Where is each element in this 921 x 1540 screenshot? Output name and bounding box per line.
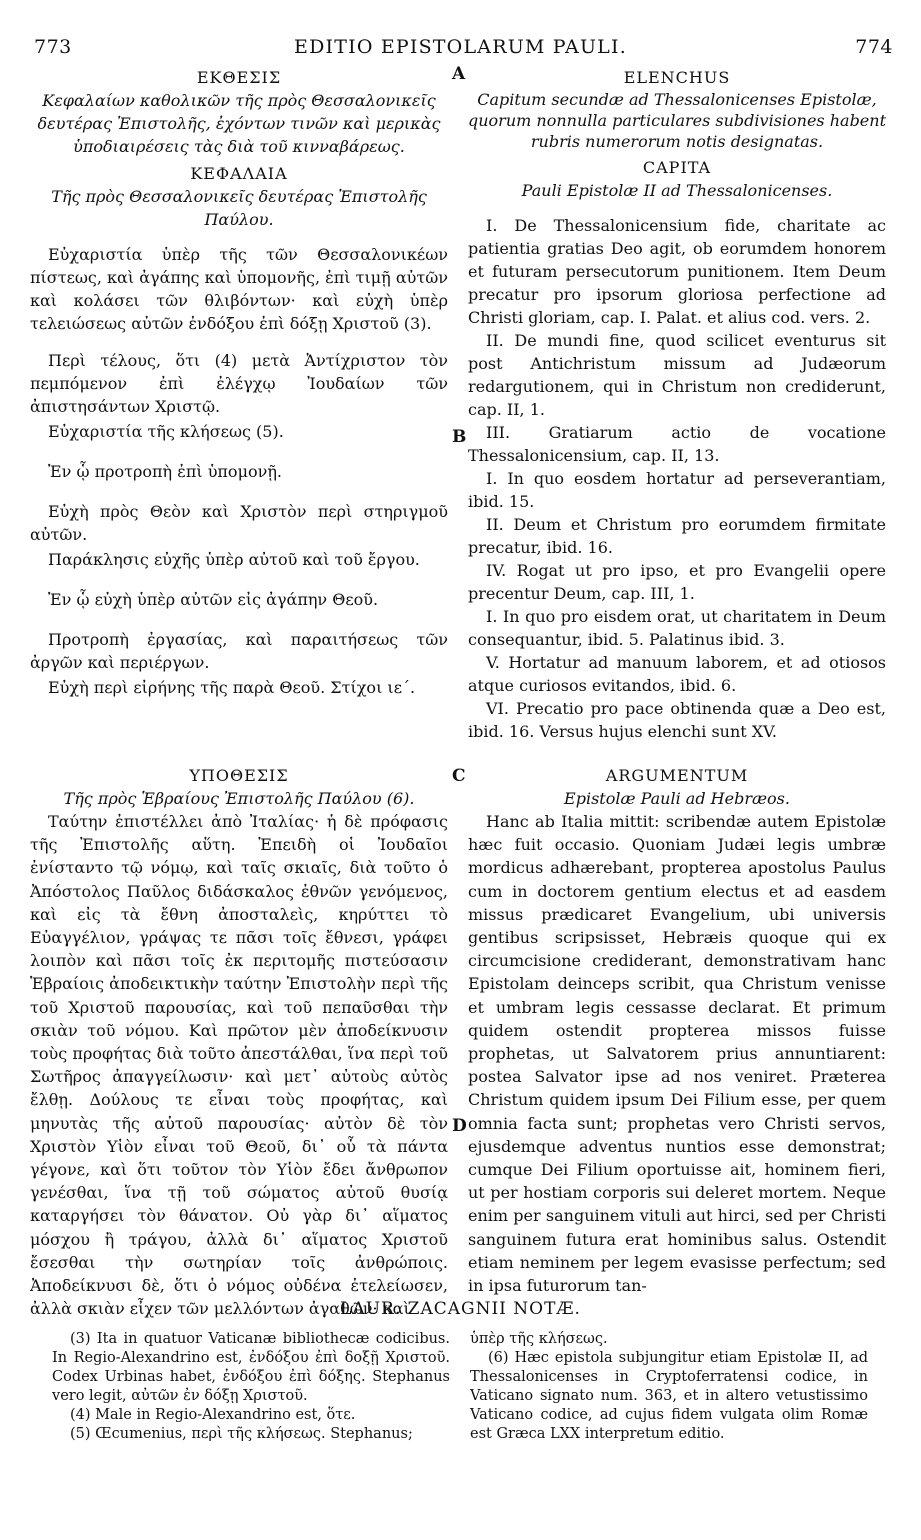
kephalaia-subtitle: Τῆς πρὸς Θεσσαλονικεῖς δευτέρας Ἐπιστολῆς Παύλου. [51, 187, 427, 229]
notes-title: LAUR. ZACAGNII NOTÆ. [340, 1299, 581, 1319]
note-3: (3) Ita in quatuor Vaticanæ bibliothecæ codicibus. In Regio-Alexandrino est, ἐνδόξου ἐπὶ δοξῇ Χριστοῦ. Codex Urbinas habet, ἐνδόξου ἐπὶ δόξης. Stephanus vero legit, αὐτῶν ἐν δόξῃ Χριστοῦ. [52, 1331, 450, 1404]
greek-item-9: Εὐχὴ περὶ εἰρήνης τῆς παρὰ Θεοῦ. Στίχοι ιε΄. [48, 678, 416, 697]
latin-item-1: I. De Thessalonicensium fide, charitate ac patientia gratias Deo agit, ob eorumdem honorem et futuram persecutorum punitionem. Item Deum precatur pro ipsorum gloriosa perfectione ad Christi gloriam, cap. I. Palat. et alius cod. vers. 2. [468, 216, 886, 327]
elenchus-intro: Capitum secundæ ad Thessalonicenses Epistolæ, quorum nonnulla particulares subdivisiones habent rubris numerorum notis designatas. [468, 90, 887, 151]
hypothesis-title: ΥΠΟΘΕΣΙΣ [189, 766, 289, 785]
argumentum-subtitle: Epistolæ Pauli ad Hebræos. [564, 789, 790, 808]
margin-letter-d: D [452, 1116, 467, 1136]
capita-subtitle: Pauli Epistolæ II ad Thessalonicenses. [521, 181, 833, 200]
latin-column [468, 66, 886, 743]
greek-item-2: Περὶ τέλους, ὅτι (4) μετὰ Ἀντίχριστον τὸν πεμπόμενον ἐπὶ ἐλέγχῳ Ἰουδαίων τῶν ἀπιστησάντων Χριστῷ. [30, 351, 448, 416]
hypothesis-subtitle: Τῆς πρὸς Ἑβραίους Ἐπιστολῆς Παύλου (6). [63, 789, 415, 808]
latin-argumentum [468, 764, 886, 1297]
page-number-left: 773 [34, 36, 72, 58]
greek-item-7: Ἐν ᾧ εὐχὴ ὑπὲρ αὐτῶν εἰς ἀγάπην Θεοῦ. [48, 590, 379, 609]
greek-column [30, 66, 448, 699]
latin-item-3-1: I. In quo eosdem hortatur ad perseverantiam, ibid. 15. [468, 469, 886, 511]
hypothesis-text: Ταύτην ἐπιστέλλει ἀπὸ Ἰταλίας· ἡ δὲ πρόφασις τῆς Ἐπιστολῆς αὕτη. Ἐπειδὴ οἱ Ἰουδαῖοι ἐνίσταντο τῷ νόμῳ, καὶ ταῖς σκιαῖς, διὰ τοῦτο ὁ Ἀπόστολος Παῦλος διδάσκαλος ἐθνῶν γενόμενος, καὶ εἰς τὰ ἔθνη ἀποσταλεὶς, κηρύττει τὸ Εὐαγγέλιον, γράψας τε πᾶσι τοῖς ἔθνεσι, γράφει λοιπὸν καὶ πᾶσι τοῖς ἐκ περιτομῆς πιστεύσασιν Ἑβραίοις ἀποδεικτικὴν ταύτην Ἐπιστολὴν περὶ τῆς τοῦ Χριστοῦ παρουσίας, καὶ τοῦ πεπαῦσθαι τὴν σκιὰν τοῦ νόμου. Καὶ πρῶτον μὲν ἀποδείκνυσιν τοὺς προφήτας διὰ τοῦτο ἀπεστάλθαι, ἵνα περὶ τοῦ Σωτῆρος ἀπαγγείλωσιν· καὶ μετ᾽ αὐτοὺς αὐτὸς ἔλθῃ. Δούλους τε εἶναι τοὺς προφήτας, καὶ μηνυτὰς τῆς αὐτοῦ παρουσίας· αὐτὸν δὲ τὸν Χριστὸν Υἱὸν εἶναι τοῦ Θεοῦ, δι᾽ οὗ τὰ πάντα γέγονε, καὶ ὅτι τοῦτον τὸν Υἱὸν ἔδει ἄνθρωπον γενέσθαι, ἵνα τῇ τοῦ σώματος αὐτοῦ θυσίᾳ καταργήσει τὸν θάνατον. Οὐ γὰρ δι᾽ αἵματος μόσχου ἢ τράγου, ἀλλὰ δι᾽ αἵματος Χριστοῦ ἔσεσθαι τὴν σωτηρίαν τοῖς ἀνθρώποις. Ἀποδείκνυσι δὲ, ὅτι ὁ νόμος οὐδένα ἐτελείωσεν, ἀλλὰ σκιὰν εἶχεν τῶν μελλόντων ἀγαθῶν· καὶ [30, 812, 448, 1319]
capita-title: CAPITA [642, 158, 712, 177]
kephalaia-title: ΚΕΦΑΛΑΙΑ [190, 164, 288, 183]
page-number-right: 774 [855, 36, 893, 58]
elenchus-title: ELENCHUS [623, 68, 731, 87]
greek-item-8: Προτροπὴ ἐργασίας, καὶ παραιτήσεως τῶν ἀργῶν καὶ περιέργων. [30, 630, 448, 672]
greek-item-1: Εὐχαριστία ὑπὲρ τῆς τῶν Θεσσαλονικέων πίστεως, καὶ ἀγάπης καὶ ὑπομονῆς, ἐπὶ τιμῇ αὐτῶν καὶ κολάσει τῶν θλιβόντων· καὶ εὐχὴ ὑπὲρ τελειώσεως αὐτῶν ἐνδόξου ἐπὶ δόξῃ Χριστοῦ (3). [30, 245, 448, 333]
greek-item-4: Ἐν ᾧ προτροπὴ ἐπὶ ὑπομονῇ. [48, 462, 282, 481]
note-6: (6) Hæc epistola subjungitur etiam Epistolæ II, ad Thessalonicenses in Cryptoferratensi codice, in Vaticano signato num. 363, et in altero vetustissimo Vaticano codice, ad cujus fidem vulgata olim Romæ est Græca LXX interpretum editio. [470, 1350, 868, 1442]
greek-item-3: Εὐχαριστία τῆς κλήσεως (5). [48, 422, 284, 441]
margin-letter-a: A [452, 64, 466, 84]
notes-left [52, 1330, 450, 1444]
note-5: (5) Œcumenius, περὶ τῆς κλήσεως. Stephanus; [70, 1426, 413, 1442]
latin-item-5: V. Hortatur ad manuum laborem, et ad otiosos atque curiosos evitandos, ibid. 6. [468, 653, 886, 695]
greek-hypothesis [30, 764, 448, 1320]
note-4: (4) Male in Regio-Alexandrino est, ὅτε. [70, 1407, 356, 1423]
latin-item-4: IV. Rogat ut pro ipso, et pro Evangelii opere precentur Deum, cap. III, 1. [468, 561, 886, 603]
argumentum-title: ARGUMENTUM [605, 766, 749, 785]
notes-right [470, 1330, 868, 1444]
margin-letter-c: C [452, 766, 466, 786]
latin-item-3-2: II. Deum et Christum pro eorumdem firmitate precatur, ibid. 16. [468, 515, 886, 557]
ekthesis-title: ΕΚΘΕΣΙΣ [196, 68, 282, 87]
running-title: EDITIO EPISTOLARUM PAULI. [294, 36, 627, 58]
ekthesis-intro: Κεφαλαίων καθολικῶν τῆς πρὸς Θεσσαλονικεῖς δευτέρας Ἐπιστολῆς, ἐχόντων τινῶν καὶ μερικὰς ὑποδιαιρέσεις τὰς διὰ τοῦ κινναβάρεως. [37, 91, 441, 156]
latin-item-4-1: I. In quo pro eisdem orat, ut charitatem in Deum consequantur, ibid. 5. Palatinus ibid. 3. [468, 607, 886, 649]
greek-item-5: Εὐχὴ πρὸς Θεὸν καὶ Χριστὸν περὶ στηριγμοῦ αὐτῶν. [30, 502, 448, 544]
latin-item-2: II. De mundi fine, quod scilicet eventurus sit post Antichristum missum ad Judæorum redargutionem, qui in Christum non crediderunt, cap. II, 1. [468, 331, 886, 419]
latin-item-3: III. Gratiarum actio de vocatione Thessalonicensium, cap. II, 13. [468, 423, 886, 465]
latin-item-6: VI. Precatio pro pace obtinenda quæ a Deo est, ibid. 16. Versus hujus elenchi sunt XV. [468, 699, 886, 741]
note-5-continued: ὑπὲρ τῆς κλήσεως. [470, 1331, 608, 1347]
argumentum-text: Hanc ab Italia mittit: scribendæ autem Epistolæ hæc fuit occasio. Quoniam Judæi legis umbræ mordicus adhærebant, propterea apostolus Paulus cum in doctorem gentium electus et ad easdem missus prædicaret Evangelium, ubi universis gentibus scripsisset, Hebræis quoque qui ex circumcisione crediderant, demonstrativam hanc Epistolam deinceps scribit, qua Christum venisse et umbram legis cessasse declarat. Et primum quidem ostendit propterea missos fuisse prophetas, ut Salvatorem prius annuntiarent: postea Salvator ipse ad nos veniret. Præterea Christum quidem ipsum Dei Filium esse, per quem omnia facta sunt; prophetas vero Christi servos, ejusdemque adventus nuntios esse demonstrat; cumque Dei Filium oportuisse ait, hominem fieri, ut per hostiam corporis sui deleret mortem. Neque enim per sanguinem vituli aut hirci, sed per Christi sanguinem futura erat hominibus salus. Ostendit etiam neminem per legem evasisse perfectum; sed in ipsa futurorum tan- [468, 812, 886, 1296]
margin-letter-b: B [452, 427, 467, 447]
greek-item-6: Παράκλησις εὐχῆς ὑπὲρ αὐτοῦ καὶ τοῦ ἔργου. [48, 550, 420, 569]
